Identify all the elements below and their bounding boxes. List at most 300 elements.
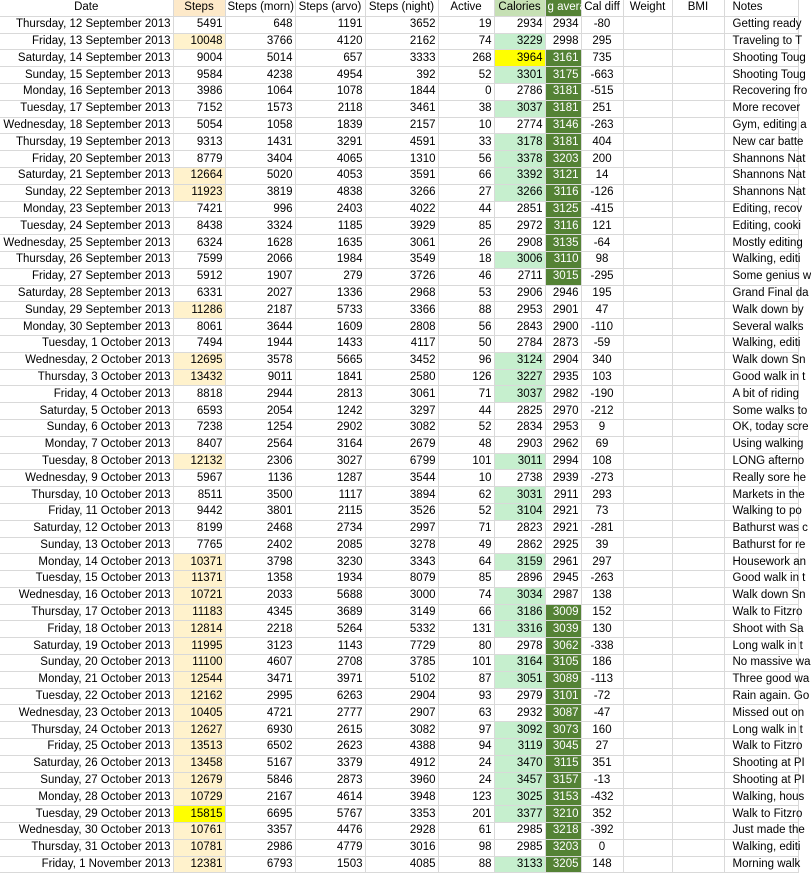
cell-steps-arvo[interactable]: 1839 (295, 117, 365, 134)
cell-steps-night[interactable]: 2808 (365, 319, 438, 336)
cell-steps-arvo[interactable]: 1609 (295, 319, 365, 336)
cell-date[interactable]: Saturday, 28 September 2013 (0, 285, 173, 302)
cell-cal-diff[interactable]: 121 (581, 218, 623, 235)
cell-cal-diff[interactable]: 9 (581, 419, 623, 436)
cell-calories[interactable]: 2823 (494, 520, 545, 537)
cell-steps[interactable]: 12132 (173, 453, 225, 470)
cell-calories[interactable]: 2979 (494, 688, 545, 705)
cell-avg[interactable]: 3015 (545, 268, 581, 285)
cell-steps-morn[interactable]: 2187 (225, 302, 295, 319)
cell-bmi[interactable] (672, 403, 724, 420)
cell-steps-arvo[interactable]: 3027 (295, 453, 365, 470)
cell-avg[interactable]: 3115 (545, 755, 581, 772)
cell-steps-night[interactable]: 4912 (365, 755, 438, 772)
cell-calories[interactable]: 3051 (494, 671, 545, 688)
cell-calories[interactable]: 2906 (494, 285, 545, 302)
cell-steps-arvo[interactable]: 5733 (295, 302, 365, 319)
cell-avg[interactable]: 2925 (545, 537, 581, 554)
cell-steps-arvo[interactable]: 5665 (295, 352, 365, 369)
cell-weight[interactable] (623, 436, 672, 453)
cell-bmi[interactable] (672, 856, 724, 873)
cell-cal-diff[interactable]: 160 (581, 722, 623, 739)
cell-cal-diff[interactable]: 103 (581, 369, 623, 386)
cell-cal-diff[interactable]: 293 (581, 487, 623, 504)
cell-calories[interactable]: 3186 (494, 604, 545, 621)
cell-steps-night[interactable]: 3366 (365, 302, 438, 319)
cell-active[interactable]: 53 (438, 285, 494, 302)
table-row[interactable] (0, 302, 798, 319)
cell-steps-arvo[interactable]: 4065 (295, 151, 365, 168)
cell-bmi[interactable] (672, 50, 724, 67)
cell-cal-diff[interactable]: -663 (581, 67, 623, 84)
cell-avg[interactable]: 3110 (545, 251, 581, 268)
cell-steps-morn[interactable]: 1573 (225, 100, 295, 117)
cell-bmi[interactable] (672, 638, 724, 655)
cell-steps-morn[interactable]: 2995 (225, 688, 295, 705)
cell-notes[interactable]: Bathurst for re (724, 537, 798, 554)
cell-steps-morn[interactable]: 5846 (225, 772, 295, 789)
cell-steps[interactable]: 3986 (173, 83, 225, 100)
cell-steps-arvo[interactable]: 1242 (295, 403, 365, 420)
table-row[interactable] (0, 386, 798, 403)
cell-bmi[interactable] (672, 352, 724, 369)
cell-steps-night[interactable]: 2157 (365, 117, 438, 134)
cell-avg[interactable]: 3218 (545, 823, 581, 840)
cell-bmi[interactable] (672, 621, 724, 638)
cell-date[interactable]: Wednesday, 16 October 2013 (0, 587, 173, 604)
cell-steps[interactable]: 7152 (173, 100, 225, 117)
cell-steps[interactable]: 7494 (173, 335, 225, 352)
cell-cal-diff[interactable]: -515 (581, 83, 623, 100)
cell-active[interactable]: 24 (438, 755, 494, 772)
cell-weight[interactable] (623, 638, 672, 655)
cell-date[interactable]: Monday, 7 October 2013 (0, 436, 173, 453)
cell-cal-diff[interactable]: 0 (581, 839, 623, 856)
cell-steps[interactable]: 12664 (173, 167, 225, 184)
cell-steps-arvo[interactable]: 4053 (295, 167, 365, 184)
cell-notes[interactable]: Getting ready (724, 16, 798, 33)
cell-active[interactable]: 10 (438, 470, 494, 487)
cell-notes[interactable]: Long walk in t (724, 638, 798, 655)
cell-notes[interactable]: Shannons Nat (724, 184, 798, 201)
cell-steps[interactable]: 5967 (173, 470, 225, 487)
header-active[interactable]: Active (438, 0, 494, 16)
cell-steps-arvo[interactable]: 3689 (295, 604, 365, 621)
cell-steps-arvo[interactable]: 2708 (295, 655, 365, 672)
cell-avg[interactable]: 2962 (545, 436, 581, 453)
cell-steps-morn[interactable]: 6695 (225, 806, 295, 823)
cell-date[interactable]: Friday, 20 September 2013 (0, 151, 173, 168)
cell-weight[interactable] (623, 201, 672, 218)
cell-calories[interactable]: 2985 (494, 823, 545, 840)
cell-steps-morn[interactable]: 3819 (225, 184, 295, 201)
cell-bmi[interactable] (672, 268, 724, 285)
cell-active[interactable]: 98 (438, 839, 494, 856)
cell-date[interactable]: Friday, 4 October 2013 (0, 386, 173, 403)
cell-steps-arvo[interactable]: 4476 (295, 823, 365, 840)
cell-steps-morn[interactable]: 1907 (225, 268, 295, 285)
cell-steps-morn[interactable]: 3578 (225, 352, 295, 369)
cell-notes[interactable]: Really sore he (724, 470, 798, 487)
cell-cal-diff[interactable]: 27 (581, 739, 623, 756)
cell-weight[interactable] (623, 151, 672, 168)
cell-steps-night[interactable]: 5332 (365, 621, 438, 638)
cell-steps-night[interactable]: 3000 (365, 587, 438, 604)
cell-steps[interactable]: 5054 (173, 117, 225, 134)
cell-steps[interactable]: 7238 (173, 419, 225, 436)
cell-avg[interactable]: 2939 (545, 470, 581, 487)
cell-cal-diff[interactable]: -59 (581, 335, 623, 352)
cell-weight[interactable] (623, 789, 672, 806)
cell-steps-morn[interactable]: 2218 (225, 621, 295, 638)
cell-cal-diff[interactable]: -281 (581, 520, 623, 537)
cell-date[interactable]: Sunday, 15 September 2013 (0, 67, 173, 84)
cell-active[interactable]: 26 (438, 235, 494, 252)
cell-steps-night[interactable]: 1310 (365, 151, 438, 168)
cell-steps-morn[interactable]: 1431 (225, 134, 295, 151)
cell-steps-morn[interactable]: 1358 (225, 571, 295, 588)
cell-steps-morn[interactable]: 2564 (225, 436, 295, 453)
cell-steps-arvo[interactable]: 2615 (295, 722, 365, 739)
cell-date[interactable]: Thursday, 31 October 2013 (0, 839, 173, 856)
cell-weight[interactable] (623, 184, 672, 201)
cell-date[interactable]: Saturday, 14 September 2013 (0, 50, 173, 67)
table-row[interactable] (0, 537, 798, 554)
table-row[interactable] (0, 554, 798, 571)
table-row[interactable] (0, 755, 798, 772)
cell-calories[interactable]: 3011 (494, 453, 545, 470)
cell-active[interactable]: 123 (438, 789, 494, 806)
cell-cal-diff[interactable]: 138 (581, 587, 623, 604)
cell-cal-diff[interactable]: -13 (581, 772, 623, 789)
cell-steps-morn[interactable]: 9011 (225, 369, 295, 386)
cell-steps-morn[interactable]: 1136 (225, 470, 295, 487)
cell-steps[interactable]: 5491 (173, 16, 225, 33)
cell-active[interactable]: 64 (438, 554, 494, 571)
cell-calories[interactable]: 2784 (494, 335, 545, 352)
cell-avg[interactable]: 2900 (545, 319, 581, 336)
table-row[interactable] (0, 823, 798, 840)
cell-bmi[interactable] (672, 251, 724, 268)
cell-steps-night[interactable]: 2162 (365, 33, 438, 50)
cell-date[interactable]: Sunday, 22 September 2013 (0, 184, 173, 201)
cell-steps-arvo[interactable]: 1503 (295, 856, 365, 873)
cell-steps-arvo[interactable]: 1117 (295, 487, 365, 504)
cell-bmi[interactable] (672, 335, 724, 352)
cell-bmi[interactable] (672, 503, 724, 520)
table-row[interactable] (0, 722, 798, 739)
cell-weight[interactable] (623, 167, 672, 184)
cell-notes[interactable]: No massive wa (724, 655, 798, 672)
cell-cal-diff[interactable]: 14 (581, 167, 623, 184)
cell-steps-arvo[interactable]: 2813 (295, 386, 365, 403)
cell-active[interactable]: 48 (438, 436, 494, 453)
cell-steps-night[interactable]: 7729 (365, 638, 438, 655)
cell-steps-arvo[interactable]: 1143 (295, 638, 365, 655)
cell-weight[interactable] (623, 67, 672, 84)
table-row[interactable] (0, 335, 798, 352)
cell-weight[interactable] (623, 285, 672, 302)
cell-active[interactable]: 52 (438, 419, 494, 436)
cell-weight[interactable] (623, 100, 672, 117)
cell-bmi[interactable] (672, 520, 724, 537)
cell-steps-morn[interactable]: 4721 (225, 705, 295, 722)
cell-date[interactable]: Wednesday, 23 October 2013 (0, 705, 173, 722)
cell-steps[interactable]: 5912 (173, 268, 225, 285)
header-bmi[interactable]: BMI (672, 0, 724, 16)
table-row[interactable] (0, 403, 798, 420)
cell-steps[interactable]: 8061 (173, 319, 225, 336)
cell-steps[interactable]: 11286 (173, 302, 225, 319)
cell-notes[interactable]: Some walks to (724, 403, 798, 420)
cell-calories[interactable]: 3124 (494, 352, 545, 369)
table-row[interactable] (0, 520, 798, 537)
cell-notes[interactable]: Walking, hous (724, 789, 798, 806)
cell-notes[interactable]: Missed out on (724, 705, 798, 722)
cell-notes[interactable]: Traveling to T (724, 33, 798, 50)
cell-steps-night[interactable]: 3894 (365, 487, 438, 504)
table-row[interactable] (0, 268, 798, 285)
cell-steps-night[interactable]: 3785 (365, 655, 438, 672)
cell-steps-night[interactable]: 3929 (365, 218, 438, 235)
cell-avg[interactable]: 2970 (545, 403, 581, 420)
cell-steps-morn[interactable]: 2306 (225, 453, 295, 470)
cell-calories[interactable]: 3034 (494, 587, 545, 604)
table-row[interactable] (0, 604, 798, 621)
cell-notes[interactable]: Mostly editing (724, 235, 798, 252)
cell-steps-morn[interactable]: 1254 (225, 419, 295, 436)
table-row[interactable] (0, 33, 798, 50)
cell-weight[interactable] (623, 369, 672, 386)
cell-bmi[interactable] (672, 218, 724, 235)
cell-steps[interactable]: 12814 (173, 621, 225, 638)
cell-cal-diff[interactable]: -263 (581, 117, 623, 134)
cell-steps[interactable]: 10761 (173, 823, 225, 840)
cell-steps[interactable]: 12381 (173, 856, 225, 873)
cell-weight[interactable] (623, 503, 672, 520)
cell-steps[interactable]: 10781 (173, 839, 225, 856)
cell-avg[interactable]: 3203 (545, 151, 581, 168)
cell-steps-morn[interactable]: 2167 (225, 789, 295, 806)
cell-cal-diff[interactable]: -415 (581, 201, 623, 218)
cell-cal-diff[interactable]: 39 (581, 537, 623, 554)
cell-bmi[interactable] (672, 487, 724, 504)
cell-active[interactable]: 62 (438, 487, 494, 504)
cell-avg[interactable]: 3146 (545, 117, 581, 134)
cell-date[interactable]: Saturday, 12 October 2013 (0, 520, 173, 537)
cell-bmi[interactable] (672, 235, 724, 252)
cell-steps[interactable]: 9313 (173, 134, 225, 151)
table-row[interactable] (0, 571, 798, 588)
cell-weight[interactable] (623, 302, 672, 319)
cell-bmi[interactable] (672, 134, 724, 151)
cell-steps-arvo[interactable]: 1841 (295, 369, 365, 386)
cell-date[interactable]: Thursday, 17 October 2013 (0, 604, 173, 621)
cell-calories[interactable]: 3392 (494, 167, 545, 184)
cell-cal-diff[interactable]: -126 (581, 184, 623, 201)
cell-notes[interactable]: Walk to Fitzro (724, 604, 798, 621)
cell-steps-arvo[interactable]: 1635 (295, 235, 365, 252)
cell-active[interactable]: 18 (438, 251, 494, 268)
cell-active[interactable]: 88 (438, 856, 494, 873)
cell-steps-arvo[interactable]: 1191 (295, 16, 365, 33)
cell-steps-arvo[interactable]: 657 (295, 50, 365, 67)
table-row[interactable] (0, 856, 798, 873)
cell-active[interactable]: 85 (438, 571, 494, 588)
cell-steps-arvo[interactable]: 4838 (295, 184, 365, 201)
cell-bmi[interactable] (672, 655, 724, 672)
cell-active[interactable]: 27 (438, 184, 494, 201)
cell-weight[interactable] (623, 823, 672, 840)
cell-weight[interactable] (623, 83, 672, 100)
cell-avg[interactable]: 3210 (545, 806, 581, 823)
cell-calories[interactable]: 2711 (494, 268, 545, 285)
cell-weight[interactable] (623, 671, 672, 688)
cell-steps[interactable]: 10048 (173, 33, 225, 50)
cell-avg[interactable]: 3009 (545, 604, 581, 621)
cell-avg[interactable]: 3116 (545, 218, 581, 235)
cell-avg[interactable]: 2934 (545, 16, 581, 33)
cell-steps-arvo[interactable]: 2777 (295, 705, 365, 722)
cell-steps[interactable]: 9584 (173, 67, 225, 84)
cell-weight[interactable] (623, 856, 672, 873)
cell-calories[interactable]: 3164 (494, 655, 545, 672)
cell-calories[interactable]: 2932 (494, 705, 545, 722)
cell-steps-night[interactable]: 3549 (365, 251, 438, 268)
cell-steps-morn[interactable]: 6930 (225, 722, 295, 739)
cell-steps[interactable]: 8199 (173, 520, 225, 537)
cell-cal-diff[interactable]: 148 (581, 856, 623, 873)
cell-date[interactable]: Wednesday, 2 October 2013 (0, 352, 173, 369)
cell-notes[interactable]: Good walk in t (724, 571, 798, 588)
cell-active[interactable]: 88 (438, 302, 494, 319)
cell-date[interactable]: Friday, 18 October 2013 (0, 621, 173, 638)
cell-steps-night[interactable]: 3278 (365, 537, 438, 554)
cell-steps[interactable]: 6331 (173, 285, 225, 302)
cell-cal-diff[interactable]: 98 (581, 251, 623, 268)
cell-steps[interactable]: 8511 (173, 487, 225, 504)
table-row[interactable] (0, 167, 798, 184)
cell-cal-diff[interactable]: 404 (581, 134, 623, 151)
cell-bmi[interactable] (672, 571, 724, 588)
cell-avg[interactable]: 2901 (545, 302, 581, 319)
cell-steps-arvo[interactable]: 2085 (295, 537, 365, 554)
cell-steps-night[interactable]: 2928 (365, 823, 438, 840)
cell-weight[interactable] (623, 739, 672, 756)
cell-avg[interactable]: 2946 (545, 285, 581, 302)
cell-bmi[interactable] (672, 302, 724, 319)
cell-steps-night[interactable]: 3948 (365, 789, 438, 806)
cell-steps-morn[interactable]: 3801 (225, 503, 295, 520)
cell-steps-arvo[interactable]: 2623 (295, 739, 365, 756)
header-weight[interactable]: Weight (623, 0, 672, 16)
table-row[interactable] (0, 235, 798, 252)
cell-notes[interactable]: A bit of riding (724, 386, 798, 403)
cell-cal-diff[interactable]: 108 (581, 453, 623, 470)
cell-steps-arvo[interactable]: 2118 (295, 100, 365, 117)
cell-steps-arvo[interactable]: 2403 (295, 201, 365, 218)
cell-steps-night[interactable]: 3082 (365, 722, 438, 739)
cell-date[interactable]: Thursday, 26 September 2013 (0, 251, 173, 268)
cell-calories[interactable]: 2978 (494, 638, 545, 655)
cell-calories[interactable]: 2934 (494, 16, 545, 33)
cell-steps-night[interactable]: 3343 (365, 554, 438, 571)
cell-date[interactable]: Wednesday, 18 September 2013 (0, 117, 173, 134)
cell-weight[interactable] (623, 335, 672, 352)
cell-date[interactable]: Saturday, 5 October 2013 (0, 403, 173, 420)
cell-weight[interactable] (623, 587, 672, 604)
cell-cal-diff[interactable]: 130 (581, 621, 623, 638)
cell-cal-diff[interactable]: -80 (581, 16, 623, 33)
cell-date[interactable]: Monday, 16 September 2013 (0, 83, 173, 100)
cell-date[interactable]: Sunday, 27 October 2013 (0, 772, 173, 789)
cell-calories[interactable]: 2953 (494, 302, 545, 319)
cell-bmi[interactable] (672, 285, 724, 302)
cell-cal-diff[interactable]: 152 (581, 604, 623, 621)
cell-active[interactable]: 61 (438, 823, 494, 840)
cell-weight[interactable] (623, 117, 672, 134)
cell-weight[interactable] (623, 554, 672, 571)
cell-steps-arvo[interactable]: 3971 (295, 671, 365, 688)
cell-avg[interactable]: 3116 (545, 184, 581, 201)
table-row[interactable] (0, 453, 798, 470)
table-row[interactable] (0, 688, 798, 705)
cell-calories[interactable]: 3964 (494, 50, 545, 67)
cell-weight[interactable] (623, 453, 672, 470)
cell-weight[interactable] (623, 755, 672, 772)
cell-steps-morn[interactable]: 4607 (225, 655, 295, 672)
cell-date[interactable]: Sunday, 20 October 2013 (0, 655, 173, 672)
cell-notes[interactable]: Walk to Fitzro (724, 806, 798, 823)
table-row[interactable] (0, 184, 798, 201)
table-row[interactable] (0, 503, 798, 520)
cell-bmi[interactable] (672, 201, 724, 218)
cell-cal-diff[interactable]: -64 (581, 235, 623, 252)
cell-avg[interactable]: 2998 (545, 33, 581, 50)
cell-steps-morn[interactable]: 1944 (225, 335, 295, 352)
cell-steps-arvo[interactable]: 6263 (295, 688, 365, 705)
cell-calories[interactable]: 3037 (494, 100, 545, 117)
cell-weight[interactable] (623, 419, 672, 436)
table-row[interactable] (0, 117, 798, 134)
cell-notes[interactable]: New car batte (724, 134, 798, 151)
cell-calories[interactable]: 2825 (494, 403, 545, 420)
cell-avg[interactable]: 3135 (545, 235, 581, 252)
cell-calories[interactable]: 3377 (494, 806, 545, 823)
header-steps[interactable]: Steps (173, 0, 225, 16)
cell-steps-morn[interactable]: 4238 (225, 67, 295, 84)
cell-avg[interactable]: 3039 (545, 621, 581, 638)
cell-cal-diff[interactable]: 195 (581, 285, 623, 302)
table-row[interactable] (0, 671, 798, 688)
cell-active[interactable]: 74 (438, 33, 494, 50)
cell-bmi[interactable] (672, 554, 724, 571)
cell-active[interactable]: 201 (438, 806, 494, 823)
cell-steps[interactable]: 10721 (173, 587, 225, 604)
cell-cal-diff[interactable]: -110 (581, 319, 623, 336)
table-row[interactable] (0, 100, 798, 117)
cell-date[interactable]: Thursday, 3 October 2013 (0, 369, 173, 386)
cell-steps-morn[interactable]: 5167 (225, 755, 295, 772)
cell-steps[interactable]: 8818 (173, 386, 225, 403)
cell-calories[interactable]: 3133 (494, 856, 545, 873)
cell-avg[interactable]: 3175 (545, 67, 581, 84)
cell-notes[interactable]: Walking, editi (724, 839, 798, 856)
cell-avg[interactable]: 3073 (545, 722, 581, 739)
cell-weight[interactable] (623, 839, 672, 856)
cell-date[interactable]: Monday, 30 September 2013 (0, 319, 173, 336)
table-row[interactable] (0, 705, 798, 722)
